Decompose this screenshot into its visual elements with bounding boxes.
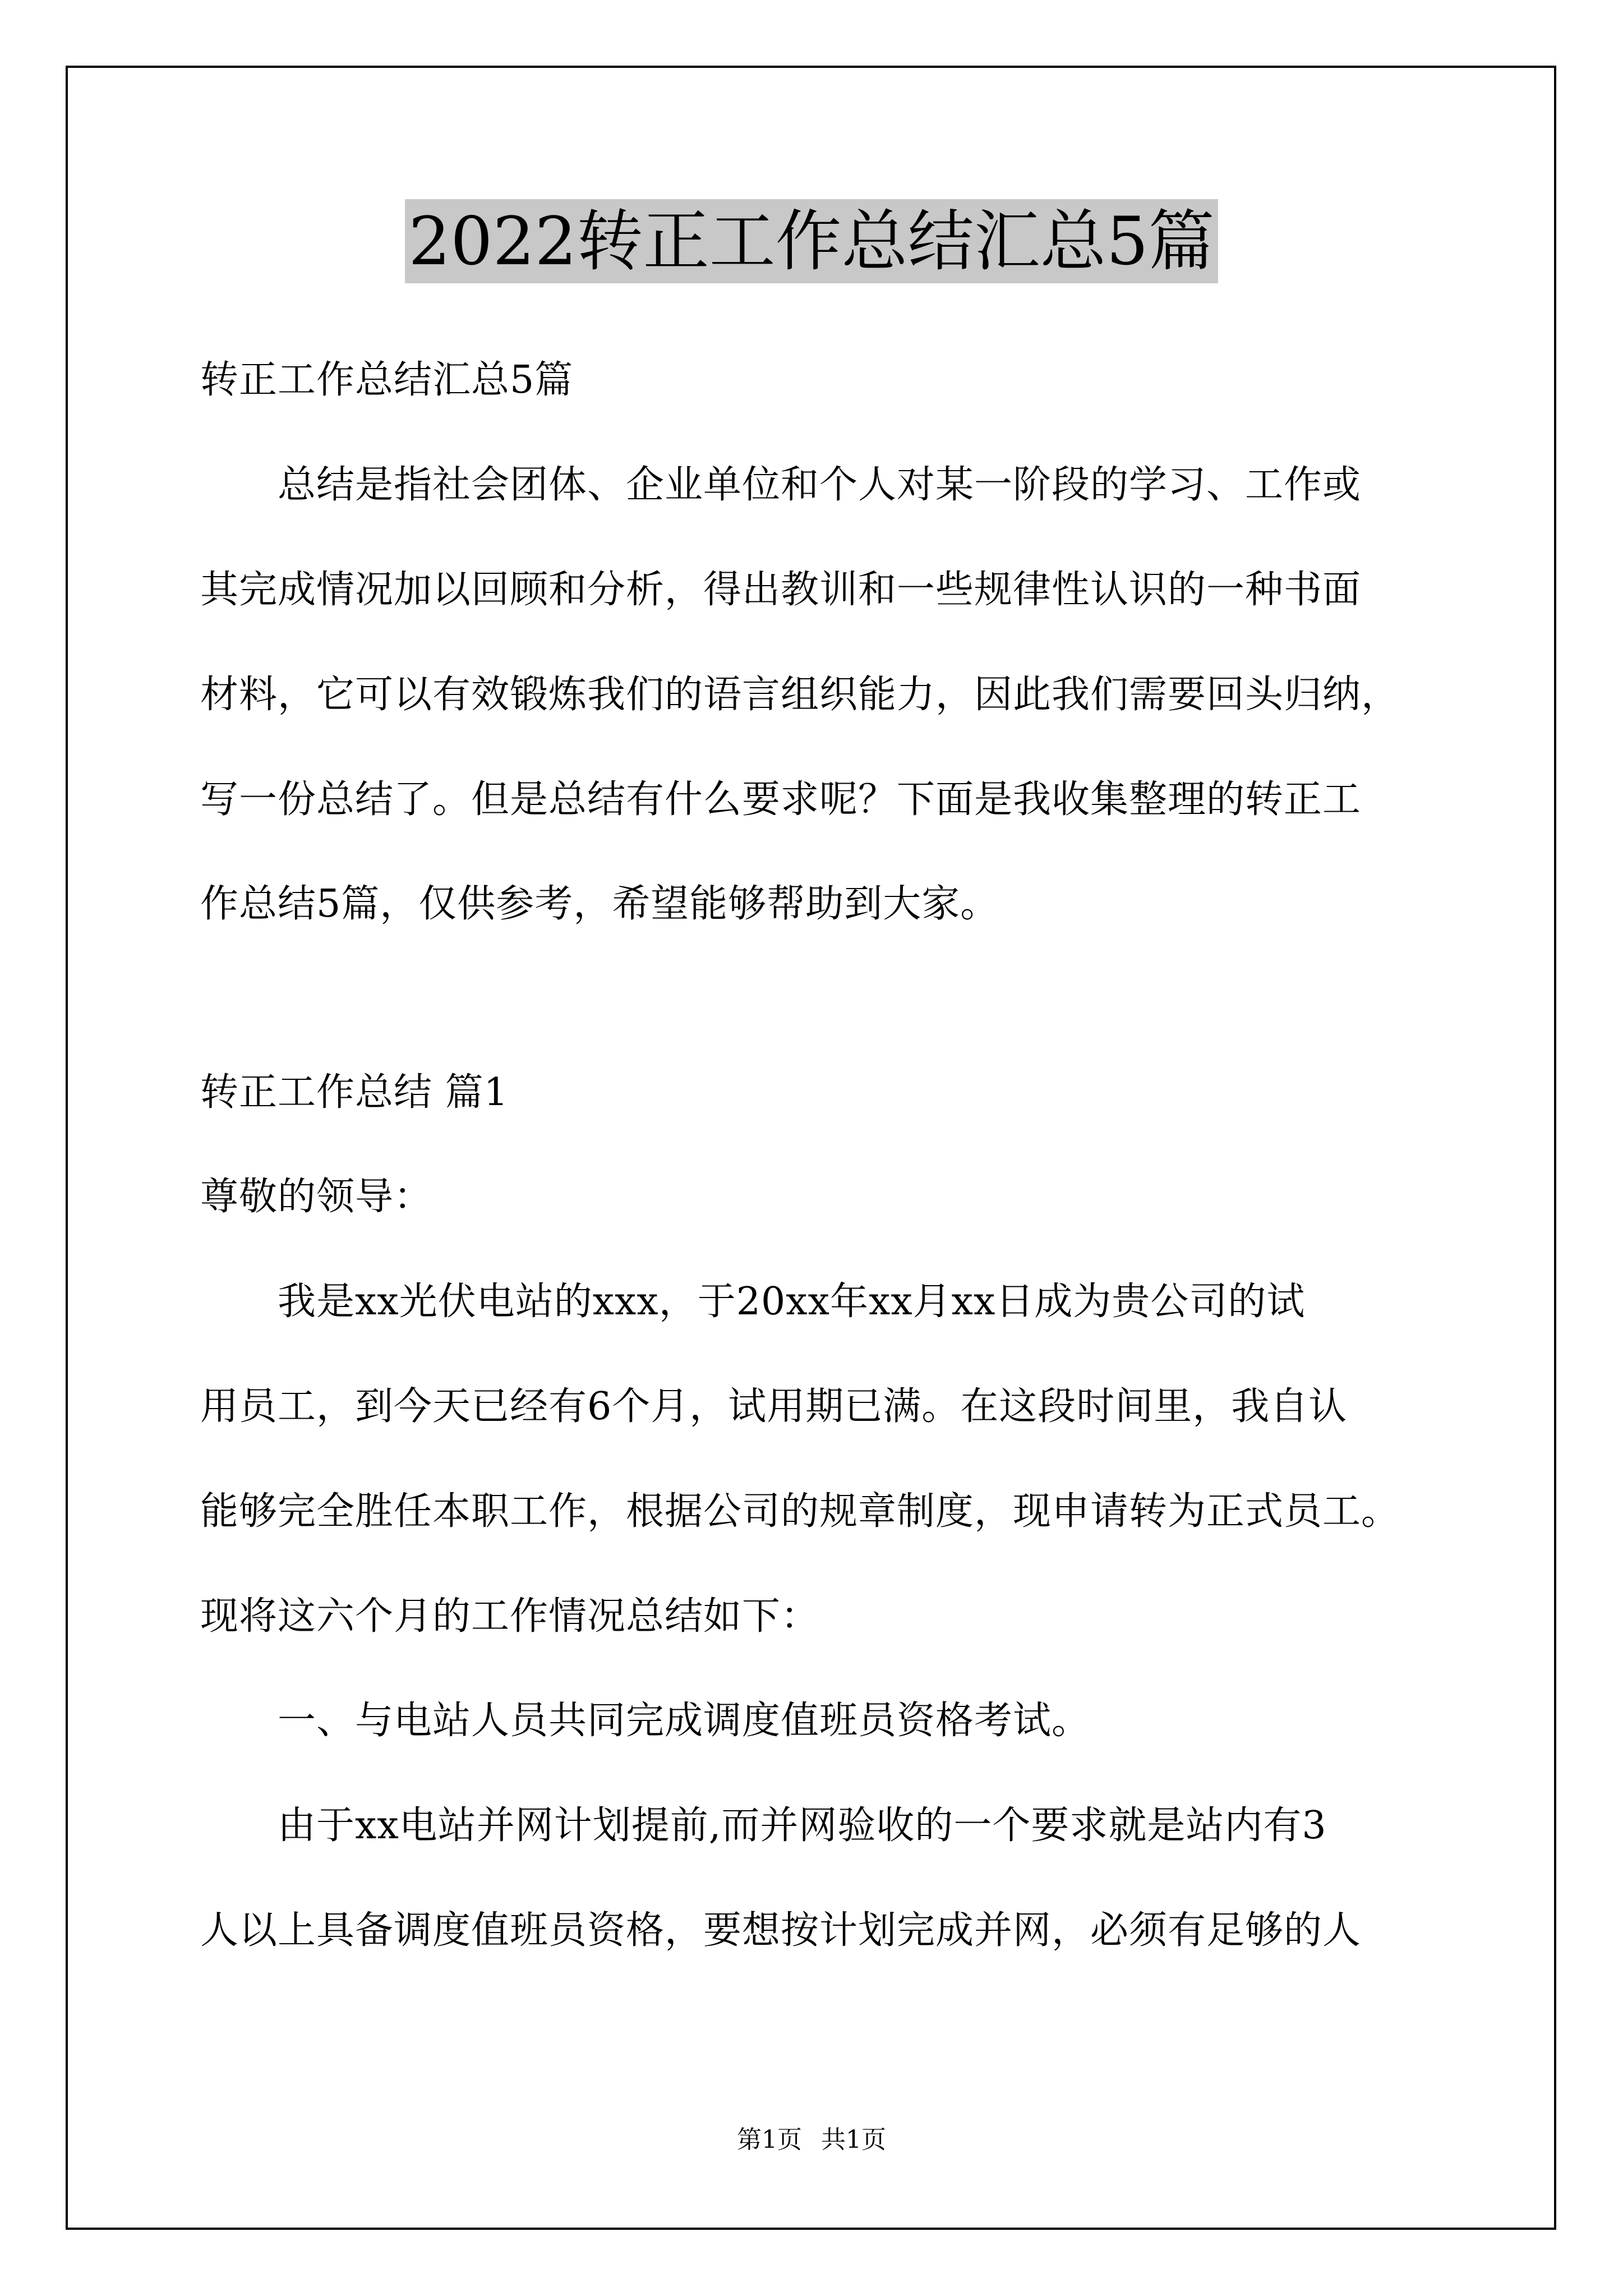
body-paragraph-line: 人以上具备调度值班员资格，要想按计划完成并网，必须有足够的人 [200,1908,1362,1953]
section-heading: 转正工作总结 篇1 [200,1070,509,1115]
page-total: 共1页 [821,2125,886,2154]
intro-paragraph-line: 总结是指社会团体、企业单位和个人对某一阶段的学习、工作或 [200,463,1362,507]
body-paragraph-line: 用员工，到今天已经有6个月，试用期已满。在这段时间里，我自认 [200,1384,1348,1429]
document-title-container [0,199,1623,283]
page-number: 第1页 [737,2125,802,2154]
subtitle-line: 转正工作总结汇总5篇 [200,358,574,402]
body-paragraph-line: 现将这六个月的工作情况总结如下： [200,1594,820,1639]
intro-paragraph-line: 作总结5篇，仅供参考，希望能够帮助到大家。 [200,882,999,926]
body-paragraph-line: 由于xx电站并网计划提前,而并网验收的一个要求就是站内有3 [200,1803,1327,1848]
intro-paragraph-line: 材料，它可以有效锻炼我们的语言组织能力，因此我们需要回头归纳， [200,673,1400,717]
body-paragraph-line: 我是xx光伏电站的xxx，于20xx年xx月xx日成为贵公司的试 [200,1280,1306,1324]
salutation: 尊敬的领导： [200,1175,433,1219]
numbered-item-heading: 一、与电站人员共同完成调度值班员资格考试。 [200,1699,1091,1743]
intro-paragraph-line: 其完成情况加以回顾和分析，得出教训和一些规律性认识的一种书面 [200,568,1362,612]
body-paragraph-line: 能够完全胜任本职工作，根据公司的规章制度，现申请转为正式员工。 [200,1489,1400,1534]
document-title: 2022转正工作总结汇总5篇 [405,199,1218,283]
intro-paragraph-line: 写一份总结了。但是总结有什么要求呢？下面是我收集整理的转正工 [200,777,1362,822]
page-footer [0,2123,1623,2157]
